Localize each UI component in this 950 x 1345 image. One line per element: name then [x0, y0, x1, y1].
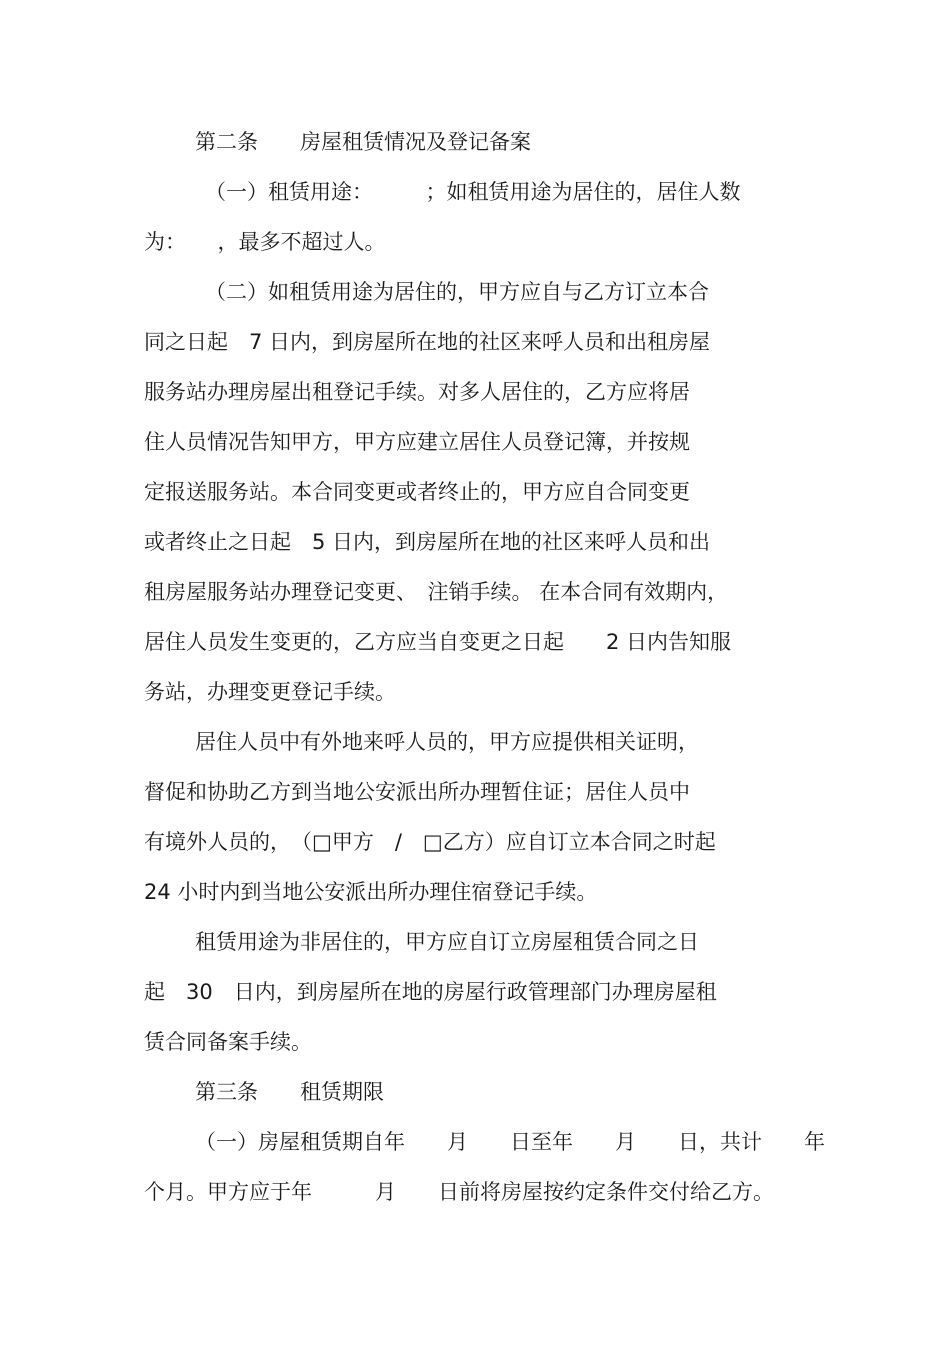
paragraph-line: 赁合同备案手续。 — [144, 1030, 312, 1054]
paragraph-line: 住人员情况告知甲方，甲方应建立居住人员登记簿，并按规 — [144, 430, 690, 454]
paragraph-line: 同之日起 7 日内，到房屋所在地的社区来呼人员和出租房屋 — [144, 330, 711, 354]
paragraph-line: （二）如租赁用途为居住的，甲方应自与乙方订立本合 — [205, 280, 709, 304]
paragraph-line: 定报送服务站。本合同变更或者终止的，甲方应自合同变更 — [144, 480, 690, 504]
article-3-heading: 第三条 租赁期限 — [195, 1080, 384, 1104]
paragraph-line: 督促和协助乙方到当地公安派出所办理暂住证；居住人员中 — [144, 780, 690, 804]
paragraph-line: 租赁用途为非居住的，甲方应自订立房屋租赁合同之日 — [195, 930, 699, 954]
paragraph-line: 居住人员发生变更的，乙方应当自变更之日起 2 日内告知服 — [144, 630, 732, 654]
paragraph-line: 租房屋服务站办理登记变更、 注销手续。 在本合同有效期内， — [144, 580, 729, 604]
paragraph-line: 或者终止之日起 5 日内，到房屋所在地的社区来呼人员和出 — [144, 530, 711, 554]
article-2-heading: 第二条 房屋租赁情况及登记备案 — [195, 130, 531, 154]
paragraph-line: 有境外人员的， （□甲方 / □乙方）应自订立本合同之时起 — [144, 830, 716, 854]
paragraph-line: 起 30 日内，到房屋所在地的房屋行政管理部门办理房屋租 — [144, 980, 717, 1004]
paragraph-line: 为： ，最多不超过人。 — [144, 230, 386, 254]
paragraph-line: （一）租赁用途： ；如租赁用途为居住的，居住人数 — [205, 180, 741, 204]
paragraph-line: 24 小时内到当地公安派出所办理住宿登记手续。 — [144, 880, 598, 904]
paragraph-line: （一）房屋租赁期自年 月 日至年 月 日，共计 年 — [195, 1130, 825, 1154]
paragraph-line: 服务站办理房屋出租登记手续。对多人居住的，乙方应将居 — [144, 380, 690, 404]
paragraph-line: 个月。甲方应于年 月 日前将房屋按约定条件交付给乙方。 — [144, 1180, 774, 1204]
paragraph-line: 务站，办理变更登记手续。 — [144, 680, 396, 704]
paragraph-line: 居住人员中有外地来呼人员的，甲方应提供相关证明， — [195, 730, 699, 754]
